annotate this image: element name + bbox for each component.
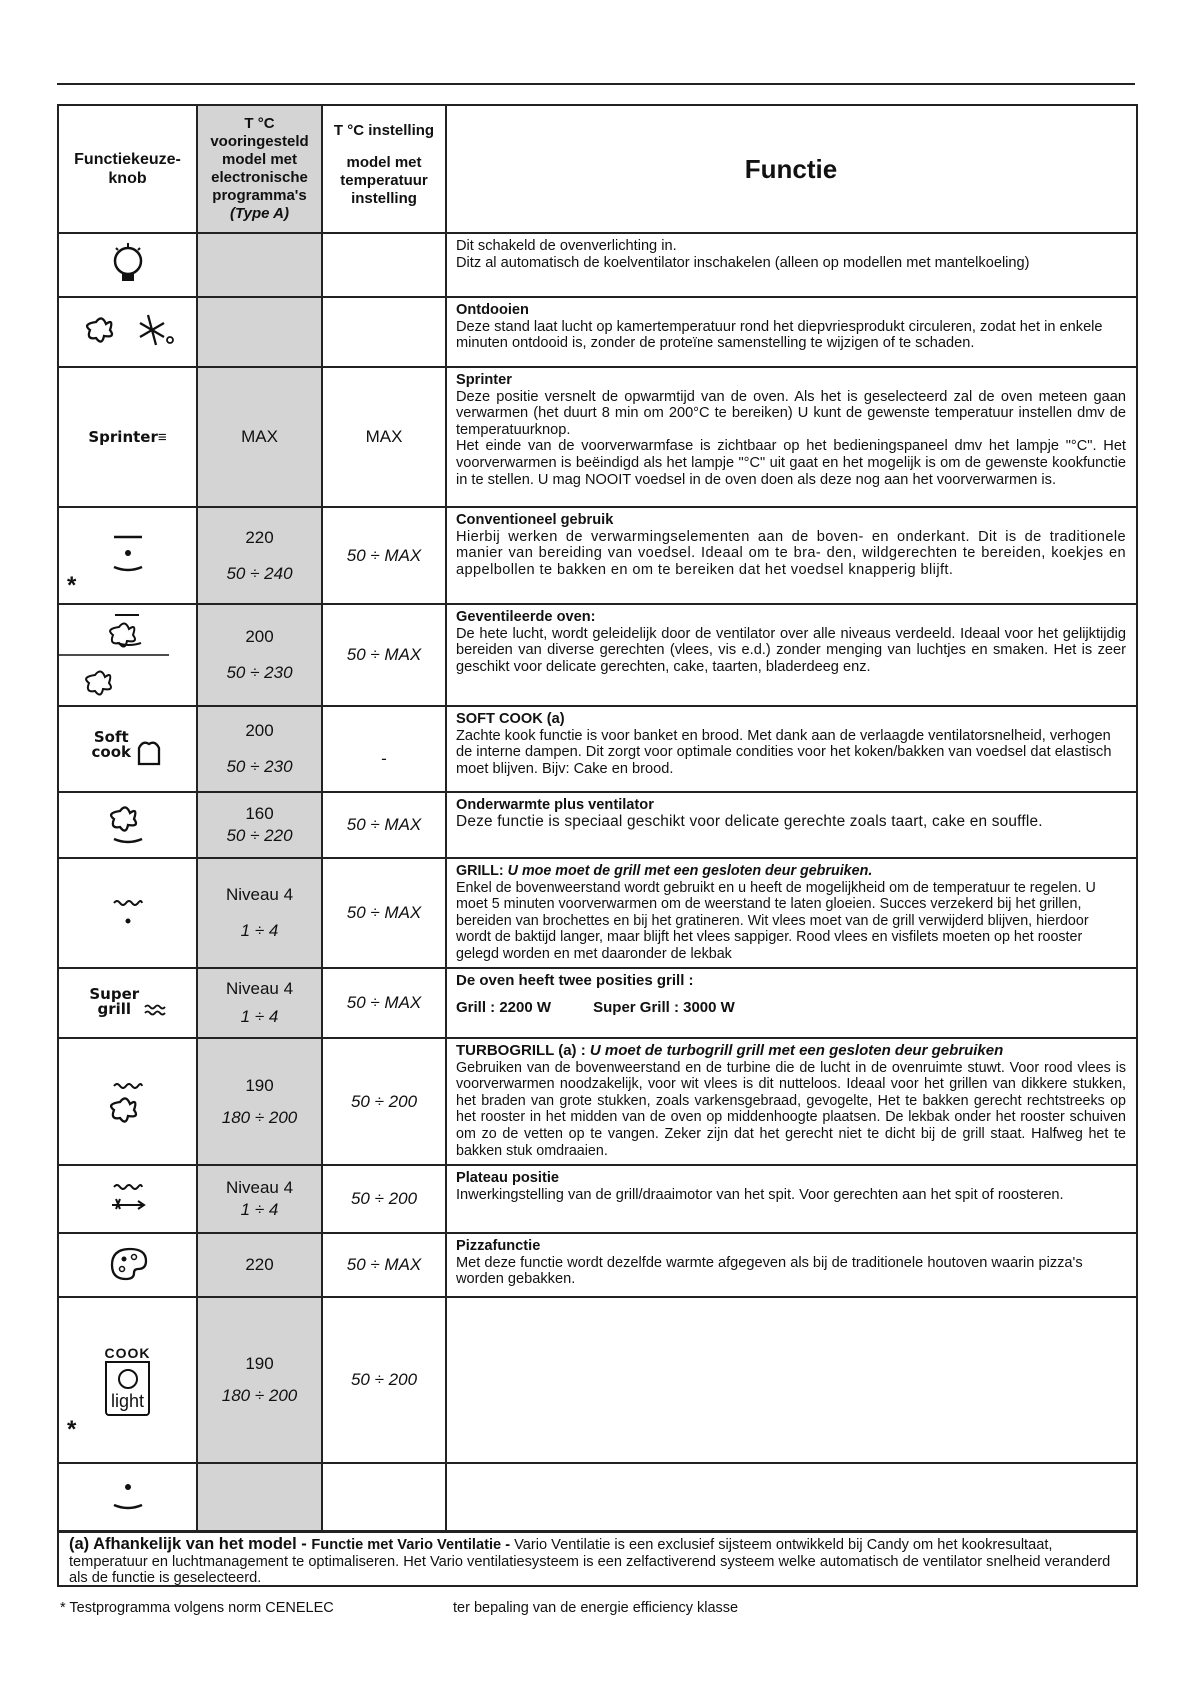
function-description: Conventioneel gebruik Hierbij werken de verwarmingselementen aan de boven- en onderkant. Dit is de traditionele manier van bereiding van voedsel. Ideaal om te bra- den, wildgerechten te bereiden, koekjes en appelbollen te bakken en om te bereiken dat het voedsel knapperig blijft. xyxy=(446,507,1137,604)
function-description xyxy=(446,1463,1137,1531)
sprinter-icon: Sprinter≡ xyxy=(88,427,167,446)
footnote-box: (a) Afhankelijk van het model - Functie met Vario Ventilatie - Vario Ventilatie is een exclusief sijsteem ontwikkeld bij Candy om het kookresultaat, temperatuur en luchtmanagement te optimaliseren. Het Vario ventilatiesysteem is een zelfactiverend systeem welke automatisch de ventilator snelheid veranderd als de functie is geselecteerd. xyxy=(57,1531,1138,1587)
turbogrill-icon xyxy=(108,1074,148,1124)
function-description: GRILL: U moe moet de grill met een gesloten deur gebruiken. Enkel de bovenweerstand wordt gebruikt en u heeft de mogelijkheid om de temperatuur te regelen. U moet 5 minuten voorverwarmen om de weerstand te laten gloeien. Succes verzekerd bij het grillen, bereiden van brochettes en bij het gratineren. Wit vlees moet van de grill verwijderd blijven, hierdoor wordt de baktijd langer, maar blijft het vlees sappiger. Rood vlees en visfilets moeten op het rooster gelegd worden en met daaronder de lekbak xyxy=(446,858,1137,968)
knob-cell xyxy=(58,968,197,1038)
test-note-continued: ter bepaling van de energie efficiency klasse xyxy=(453,1600,739,1616)
conventional-icon xyxy=(108,531,148,575)
table-row: Niveau 4 1 ÷ 4 50 ÷ MAX GRILL: U moe moet de grill met een gesloten deur gebruiken. Enkel de bovenweerstand wordt gebruikt en u heeft de mogelijkheid om de temperatuur te regelen. U moet 5 minuten voorverwarmen om de weerstand te laten gloeien. Succes verzekerd bij het grillen, bereiden van brochettes en bij het gratineren. Wit vlees moet van de grill verwijderd blijven, hierdoor wordt de baktijd langer, maar blijft het vlees sappiger. Rood vlees en visfilets moeten op het rooster gelegd worden en met daaronder de lekbak xyxy=(58,858,1137,968)
bottom-heat-fan-icon xyxy=(108,801,148,845)
function-description: Dit schakeld de ovenverlichting in. Ditz al automatisch de koelventilator inschakelen (alleen op modellen met mantelkoeling) xyxy=(446,233,1137,297)
function-description: SOFT COOK (a) Zachte kook functie is voor banket en brood. Met dank aan de verlaagde ventilatorsnelheid, verhogen de interne dampen. Dit zorgt voor optimale condities voor het koken/bakken van voedsel dat elastisch moet blijven. Bijv: Cake en brood. xyxy=(446,706,1137,792)
knob-cell xyxy=(58,367,197,507)
knob-cell xyxy=(58,858,197,968)
fan-oven-icon xyxy=(59,605,198,700)
header-preset-temp: T °C vooringesteld model met electronische programma's (Type A) xyxy=(197,105,322,233)
cook-light-icon: COOK light xyxy=(105,1345,151,1416)
knob-cell xyxy=(58,297,197,367)
knob-cell xyxy=(58,604,197,706)
knob-cell xyxy=(58,233,197,297)
knob-cell xyxy=(58,706,197,792)
soft-cook-icon: Soft cook xyxy=(91,728,132,762)
table-row: * 220 50 ÷ 240 50 ÷ MAX Conventioneel gebruik Hierbij werken de verwarmingselementen aan de boven- en onderkant. Dit is de traditionele manier van bereiding van voedsel. Ideaal om te bra- den, wildgerechten te bereiden, koekjes en appelbollen te bakken en om te bereiken dat het voedsel knapperig blijft. xyxy=(58,507,1137,604)
table-row xyxy=(58,233,1137,297)
lamp-icon xyxy=(108,241,148,285)
defrost-icon xyxy=(78,310,178,350)
function-table xyxy=(57,104,1138,1532)
function-description: Onderwarmte plus ventilator Deze functie is speciaal geschikt voor delicate gerechte zoals taart, cake en souffle. xyxy=(446,792,1137,858)
grill-icon xyxy=(108,889,148,933)
function-description xyxy=(446,1297,1137,1463)
table-row: Soft cook 200 50 ÷ 230 - SOFT COOK (a) Zachte kook functie is voor banket en brood. Met dank aan de verlaagde ventilatorsnelheid, verhogen de interne dampen. Dit zorgt voor optimale condities voor het koken/bakken van voedsel dat elastisch moet blijven. Bijv: Cake en brood. xyxy=(58,706,1137,792)
function-description: TURBOGRILL (a) : U moet de turbogrill grill met een gesloten deur gebruiken Gebruiken van de bovenweerstand en de turbine die de lucht in de ovenruimte stuwt. Voor rood vlees is voorverwarmen noodzakelijk, voor wit vlees is dit nutteloos. Ideaal voor het grillen van dikkere stukken, het braden van grote stukken, zoals varkensgebraad, gevogelte, Het te bakken gerecht rechtstreeks op het rooster in het midden van de oven op middenhoogte plaatsen. De lekbak onder het rooster schuiven om zo de vetten op te vangen. Zeker zijn dat het gerecht niet te dicht bij de grill staat. Halfweg het te bakken stuk omdraaien. xyxy=(446,1038,1137,1165)
table-row: 160 50 ÷ 220 50 ÷ MAX Onderwarmte plus ventilator Deze functie is speciaal geschikt voor delicate gerechte zoals taart, cake en souffle. xyxy=(58,792,1137,858)
table-row: 190 180 ÷ 200 50 ÷ 200 TURBOGRILL (a) : U moet de turbogrill grill met een gesloten deur gebruiken Gebruiken van de bovenweerstand en de turbine die de lucht in de ovenruimte stuwt. Voor rood vlees is voorverwarmen noodzakelijk, voor wit vlees is dit nutteloos. Ideaal voor het grillen van dikkere stukken, het braden van grote stukken, zoals varkensgebraad, gevogelte, Het te bakken gerecht rechtstreeks op het rooster in het midden van de oven op middenhoogte plaatsen. De lekbak onder het rooster schuiven om zo de vetten op te vangen. Zeker zijn dat het gerecht niet te dicht bij de grill staat. Halfweg het te bakken stuk omdraaien. xyxy=(58,1038,1137,1165)
function-description: Geventileerde oven: De hete lucht, wordt geleidelijk door de ventilator over alle niveaus verdeeld. Ideaal voor het gelijktijdig bereiden van diverse gerechten (vlees, vis e.d.) zonder menging van luchtjes en smaken. Het is zeer geschikt voor delicate gerechten, cake, taarten, bladerdeeg enz. xyxy=(446,604,1137,706)
function-description: Pizzafunctie Met deze functie wordt dezelfde warmte afgegeven als bij de traditionele houtoven waarin pizza's worden gebakken. xyxy=(446,1233,1137,1297)
function-description: De oven heeft twee posities grill : Grill : 2200 W Super Grill : 3000 W xyxy=(446,968,1137,1038)
knob-cell xyxy=(58,1463,197,1531)
table-row xyxy=(58,297,1137,367)
header-temp-setting: T °C instelling model met temperatuur instelling xyxy=(322,105,446,233)
bottom-heat-icon xyxy=(108,1473,148,1517)
function-description: Sprinter Deze positie versnelt de opwarmtijd van de oven. Als het is geselecteerd zal de oven meteen gaan verwarmen (het duurt 8 min om 200°C te bereiken) U kunt de gewenste temperatuur instellen dmv de temperatuurknop. Het einde van de voorverwarmfase is zichtbaar op het bedieningspaneel dmv het lampje "°C". Het voorverwarmen is beëindigd als het lampje "°C" uit gaat en het mogelijk is om de gewenste kookfunctie in te stellen. U mag NOOIT voedsel in de oven doen als deze nog aan het voorverwarmen is. xyxy=(446,367,1137,507)
table-row: Sprinter≡ MAX MAX Sprinter Deze positie versnelt de opwarmtijd van de oven. Als het is geselecteerd zal de oven meteen gaan verwarmen (het duurt 8 min om 200°C te bereiken) U kunt de gewenste temperatuur instellen dmv de temperatuurknop. Het einde van de voorverwarmfase is zichtbaar op het bedieningspaneel dmv het lampje "°C". Het voorverwarmen is beëindigd als het lampje "°C" uit gaat en het mogelijk is om de gewenste kookfunctie in te stellen. U mag NOOIT voedsel in de oven doen als deze nog aan het voorverwarmen is. xyxy=(58,367,1137,507)
knob-cell: COOK light * xyxy=(58,1297,197,1463)
rotisserie-icon xyxy=(106,1175,150,1219)
top-rule xyxy=(57,83,1135,85)
knob-cell xyxy=(58,792,197,858)
knob-cell: * xyxy=(58,507,197,604)
table-row: Niveau 4 1 ÷ 4 50 ÷ 200 Plateau positie Inwerkingstelling van de grill/draaimotor van het spit. Voor gerechten aan het spit of roosteren. xyxy=(58,1165,1137,1233)
header-row xyxy=(58,105,1137,233)
table-row: COOK light * 190 180 ÷ 200 50 ÷ 200 xyxy=(58,1297,1137,1463)
table-row: 220 50 ÷ MAX Pizzafunctie Met deze functie wordt dezelfde warmte afgegeven als bij de traditionele houtoven waarin pizza's worden gebakken. xyxy=(58,1233,1137,1297)
header-function: Functie xyxy=(446,105,1137,233)
super-grill-icon: Super grill xyxy=(89,985,140,1018)
table-row: Super grill Niveau 4 1 ÷ 4 50 ÷ MAX De oven heeft twee posities grill : Grill : 2200 W Super Grill : 3000 W xyxy=(58,968,1137,1038)
test-note: * Testprogramma volgens norm CENELEC xyxy=(60,1600,334,1616)
table-row xyxy=(58,1463,1137,1531)
function-description: Plateau positie Inwerkingstelling van de grill/draaimotor van het spit. Voor gerechten aan het spit of roosteren. xyxy=(446,1165,1137,1233)
grill-wave-icon xyxy=(144,999,166,1019)
bread-icon xyxy=(135,738,163,768)
knob-cell xyxy=(58,1038,197,1165)
knob-cell xyxy=(58,1233,197,1297)
pizza-icon xyxy=(106,1243,150,1283)
table-row: 200 50 ÷ 230 50 ÷ MAX Geventileerde oven: De hete lucht, wordt geleidelijk door de ventilator over alle niveaus verdeeld. Ideaal voor het gelijktijdig bereiden van diverse gerechten (vlees, vis e.d.) zonder menging van luchtjes en smaken. Het is zeer geschikt voor delicate gerechten, cake, taarten, bladerdeeg enz. xyxy=(58,604,1137,706)
header-knob: Functiekeuze-knob xyxy=(58,105,197,233)
function-description: Ontdooien Deze stand laat lucht op kamertemperatuur rond het diepvriesprodukt circuleren, zodat het in enkele minuten ontdooid is, zonder de proteïne samenstelling te wijzigen of te schaden. xyxy=(446,297,1137,367)
knob-cell xyxy=(58,1165,197,1233)
